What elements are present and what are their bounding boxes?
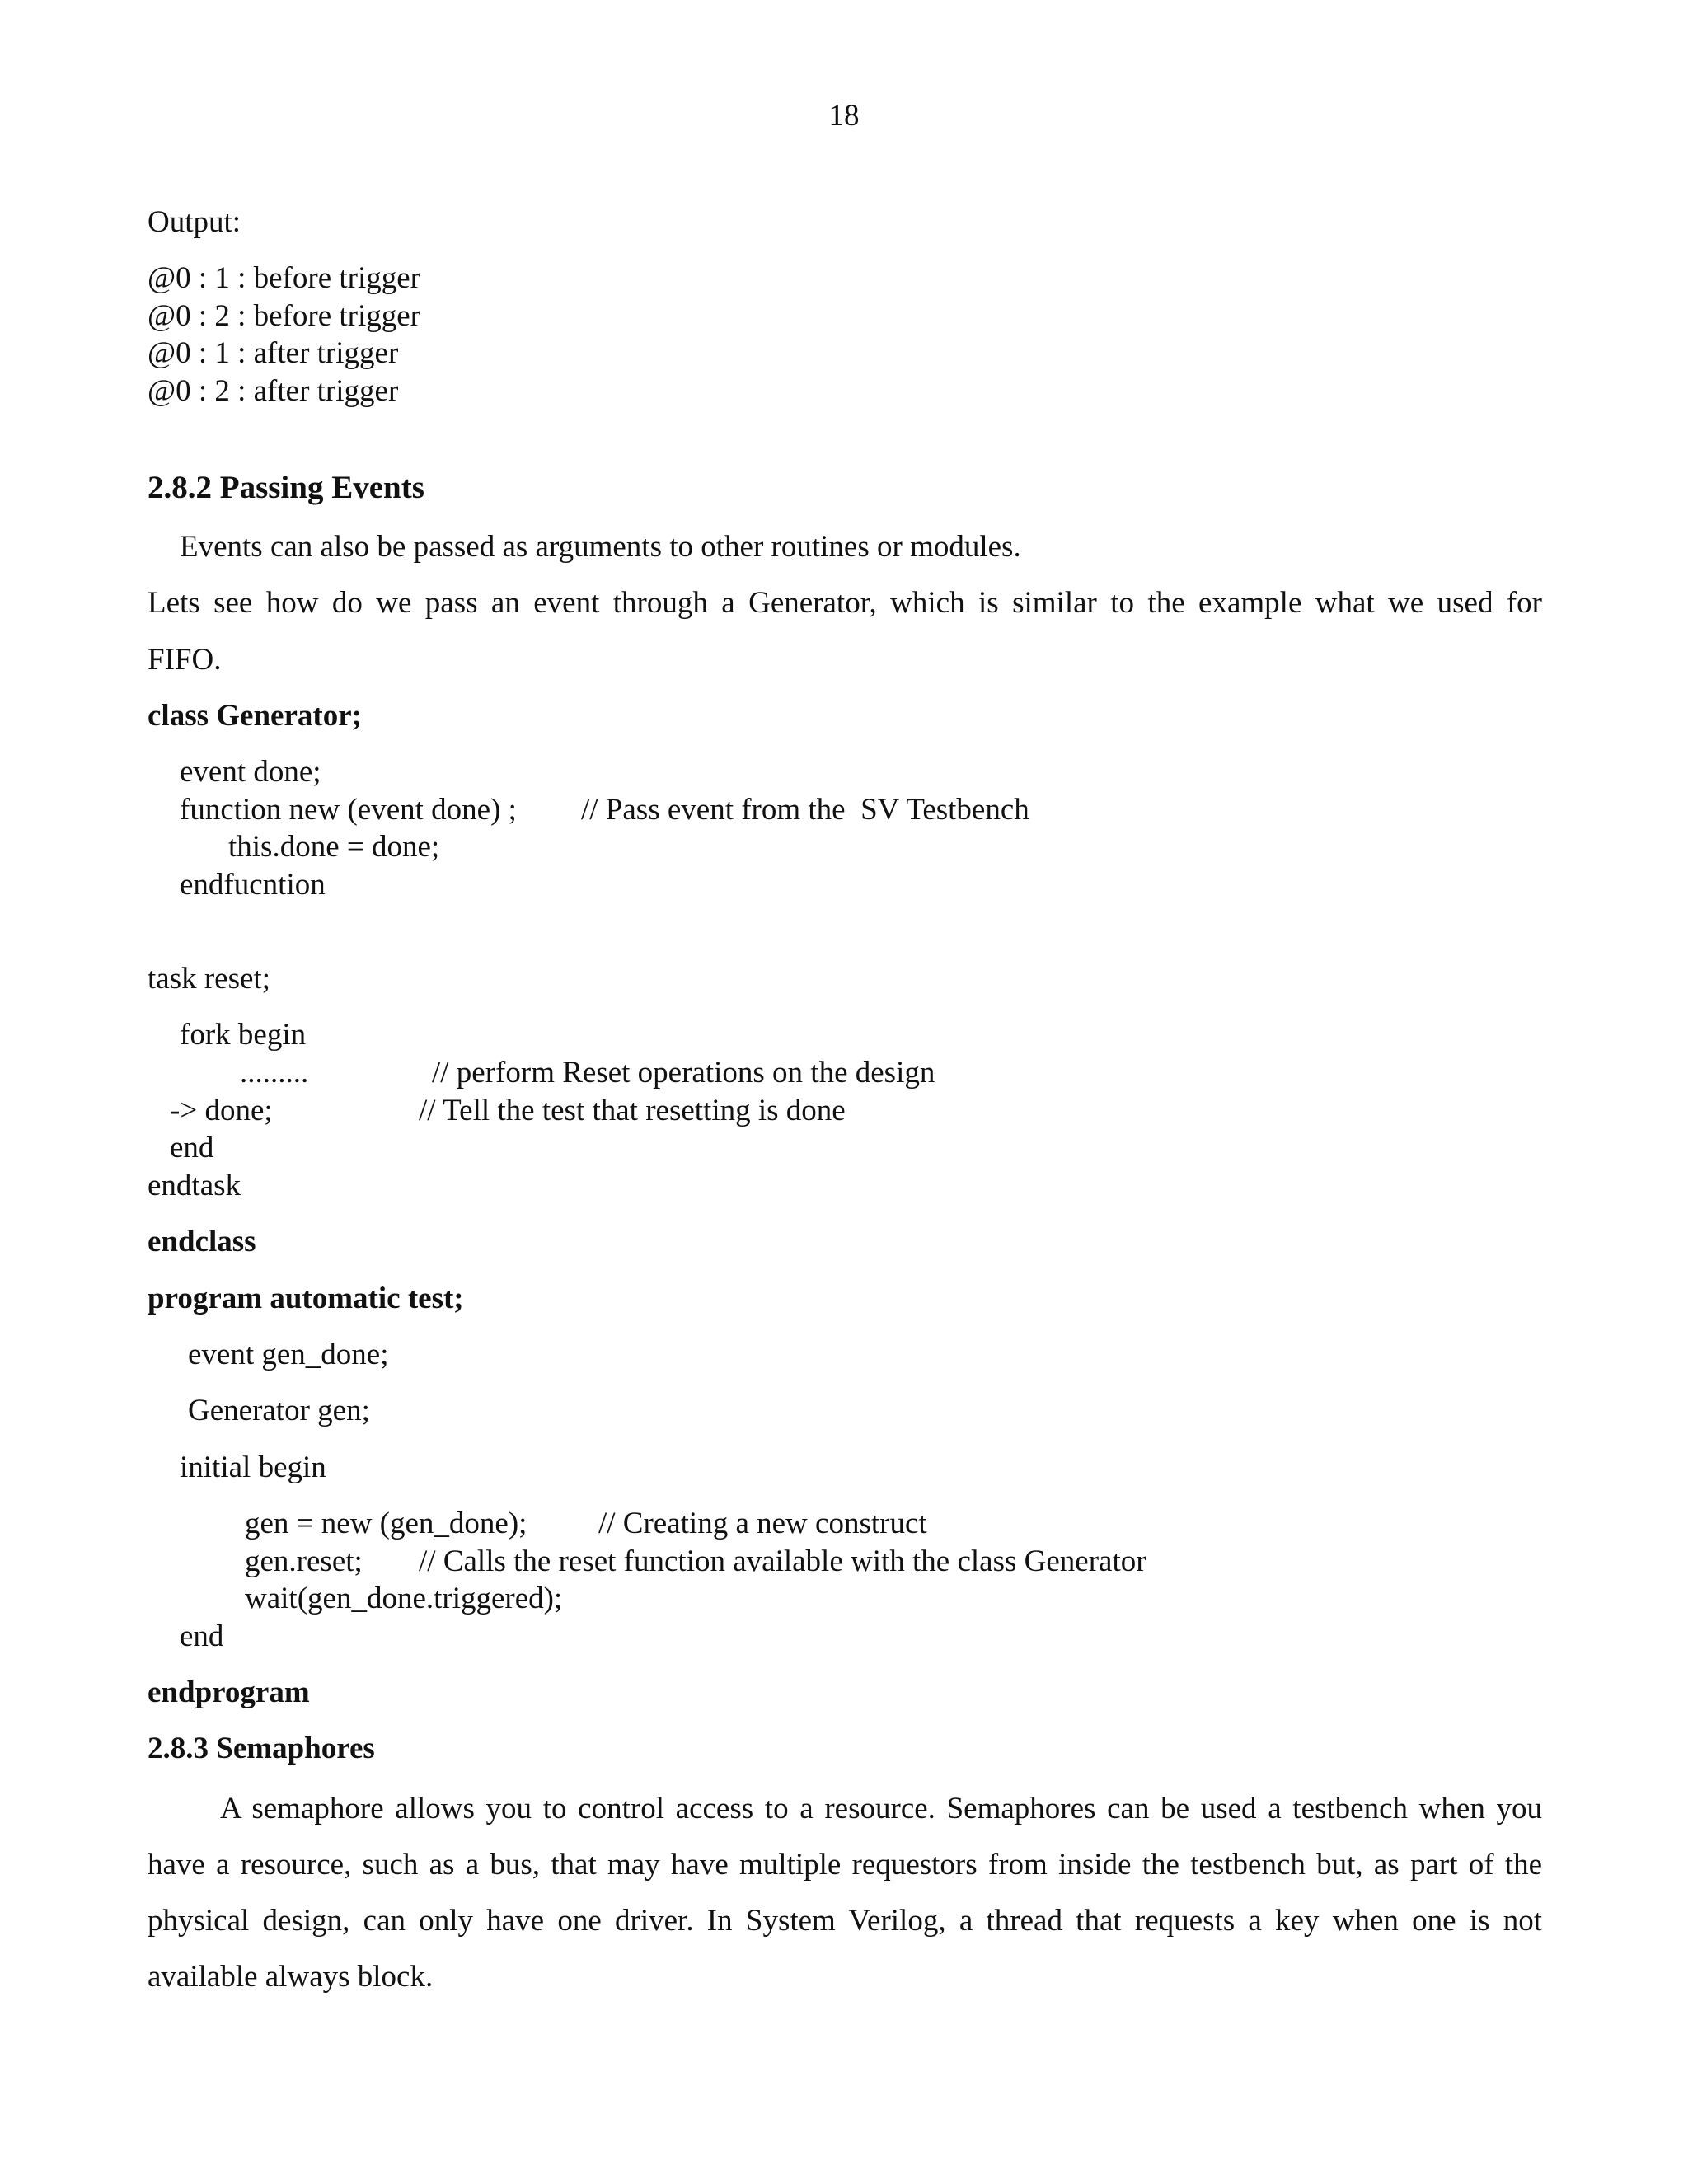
code-line: ......... (240, 1056, 309, 1090)
code-comment: // perform Reset operations on the design (432, 1056, 935, 1090)
code-line: fork begin (180, 1018, 307, 1052)
output-label: Output: (148, 205, 241, 239)
code-line: program automatic test; (148, 1282, 464, 1315)
section-heading: 2.8.2 Passing Events (148, 470, 424, 505)
code-line: gen.reset; (245, 1544, 363, 1578)
paragraph-line: Lets see how do we pass an event through a Generator, which is similar to the example what we used for (148, 586, 1542, 620)
code-line: task reset; (148, 962, 270, 996)
semaphore-paragraph: A semaphore allows you to control access to a resource. Semaphores can be used a testbench when you have a resource, such as a bus, that may have multiple requestors from inside the testbench but, as part of the physical design, can only have one driver. In System Verilog, a thread that requests a key when one is not available always block. (148, 1792, 1542, 1994)
output-line: @0 : 2 : before trigger (148, 299, 420, 333)
code-line: initial begin (180, 1451, 326, 1484)
code-line: end (180, 1619, 224, 1653)
code-line: -> done; (170, 1094, 273, 1127)
code-line: end (170, 1131, 214, 1165)
paragraph-line: FIFO. (148, 643, 222, 677)
output-line: @0 : 1 : after trigger (148, 336, 399, 370)
code-line: wait(gen_done.triggered); (245, 1582, 563, 1615)
code-line: endtask (148, 1169, 241, 1202)
code-comment: // Creating a new construct (598, 1507, 927, 1540)
output-line: @0 : 2 : after trigger (148, 374, 399, 408)
intro-text: Events can also be passed as arguments to other routines or modules. (180, 530, 1021, 564)
code-line: Generator gen; (188, 1394, 370, 1427)
code-comment: // Pass event from the SV Testbench (581, 793, 1029, 827)
code-line: gen = new (gen_done); (245, 1507, 528, 1540)
code-line: endclass (148, 1225, 256, 1258)
section-heading: 2.8.3 Semaphores (148, 1732, 375, 1765)
code-line: event done; (180, 755, 321, 789)
code-line: function new (event done) ; (180, 793, 517, 827)
code-comment: // Calls the reset function available with the class Generator (419, 1544, 1146, 1578)
code-line: endprogram (148, 1675, 310, 1709)
code-line: endfucntion (180, 868, 326, 902)
page-number: 18 (828, 99, 860, 133)
code-line: event gen_done; (188, 1338, 389, 1371)
code-comment: // Tell the test that resetting is done (419, 1094, 846, 1127)
code-line: class Generator; (148, 699, 362, 733)
output-line: @0 : 1 : before trigger (148, 261, 420, 295)
code-line: this.done = done; (228, 830, 440, 864)
